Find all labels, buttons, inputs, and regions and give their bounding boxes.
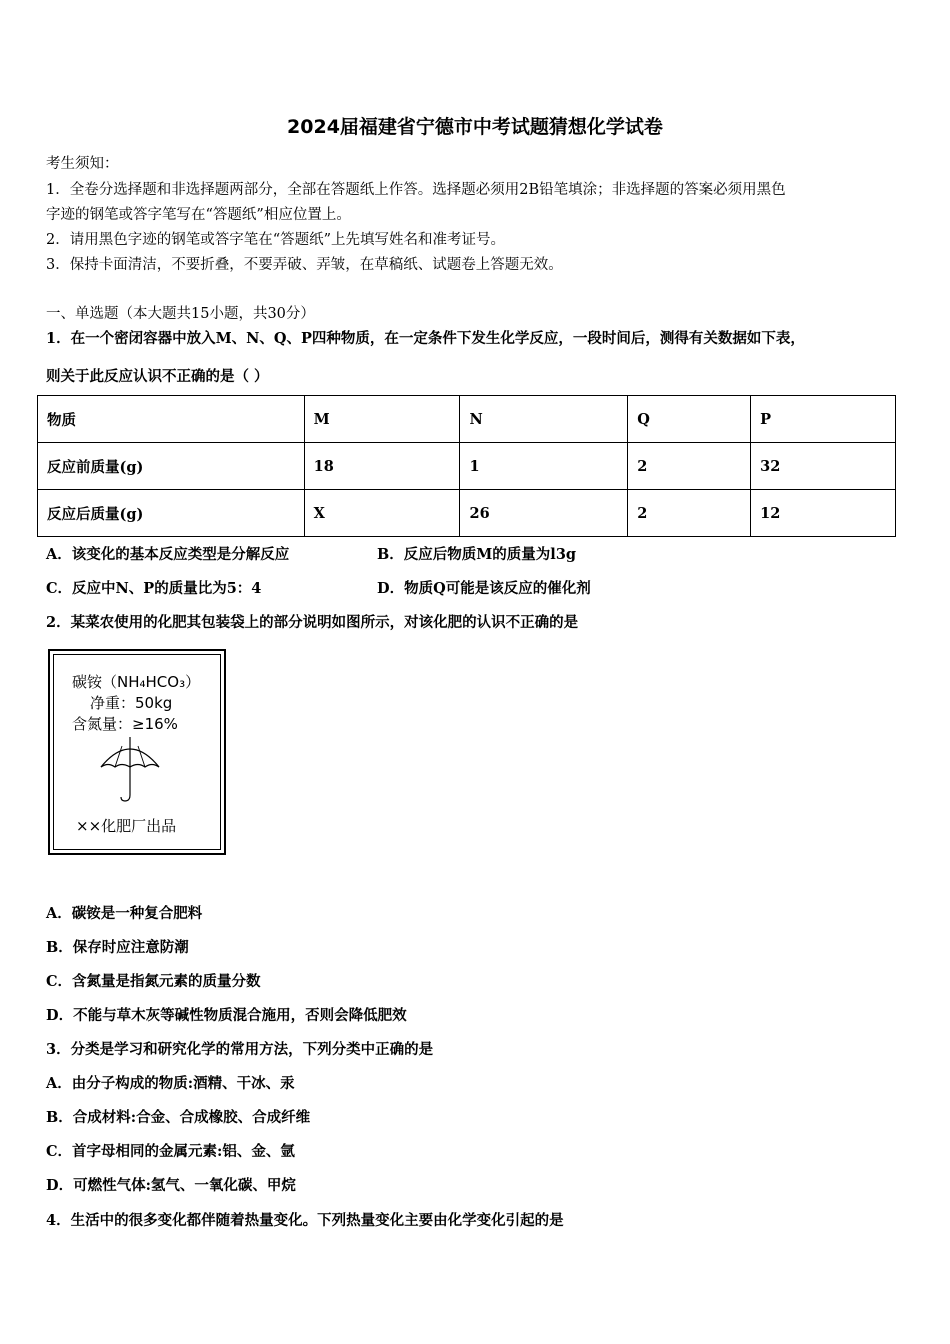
q2-option-d: D．不能与草木灰等碱性物质混合施用，否则会降低肥效 [46,1007,407,1024]
table-header-cell: M [304,396,460,443]
table-row [38,443,896,490]
q1-data-table [37,395,896,537]
q3-option-c: C．首字母相同的金属元素:铝、金、氩 [46,1143,295,1160]
notice-item-2: 2．请用黑色字迹的钢笔或答字笔在“答题纸”上先填写姓名和准考证号。 [46,232,506,248]
q2-option-b: B．保存时应注意防潮 [46,939,189,956]
q1-stem-line2: 则关于此反应认识不正确的是（ ） [46,368,269,385]
table-cell: 32 [751,443,896,490]
table-header-cell: 物质 [38,396,305,443]
table-header-cell: Q [628,396,751,443]
table-header-cell: P [751,396,896,443]
table-cell: 反应后质量(g) [38,490,305,537]
q1-option-d: D．物质Q可能是该反应的催化剂 [377,580,591,597]
q3-stem: 3．分类是学习和研究化学的常用方法，下列分类中正确的是 [46,1041,434,1058]
q3-option-a: A．由分子构成的物质:酒精、干冰、汞 [46,1075,295,1092]
q3-option-d: D．可燃性气体:氢气、一氧化碳、甲烷 [46,1177,296,1194]
q2-stem: 2．某菜农使用的化肥其包装袋上的部分说明如图所示，对该化肥的认识不正确的是 [46,614,579,631]
fertilizer-label [48,649,226,855]
q3-option-b: B．合成材料:合金、合成橡胶、合成纤维 [46,1109,311,1126]
table-cell: 26 [460,490,628,537]
notice-item-3: 3．保持卡面清洁，不要折叠，不要弄破、弄皱，在草稿纸、试题卷上答题无效。 [46,257,563,273]
label-manufacturer: ××化肥厂出品 [76,817,177,835]
notice-heading: 考生须知： [46,156,119,172]
label-product-name: 碳铵（NH₄HCO₃） [72,673,201,691]
table-cell: 1 [460,443,628,490]
label-nitrogen-content: 含氮量：≥16% [72,715,178,733]
table-header-cell: N [460,396,628,443]
table-cell: 2 [628,490,751,537]
q1-option-b: B．反应后物质M的质量为l3g [377,546,577,563]
table-cell: X [304,490,460,537]
q4-stem: 4．生活中的很多变化都伴随着热量变化。下列热量变化主要由化学变化引起的是 [46,1212,564,1229]
table-row [38,490,896,537]
umbrella-icon [98,737,162,803]
notice-item-1: 1．全卷分选择题和非选择题两部分，全部在答题纸上作答。选择题必须用2B铅笔填涂；非选择题的答案必须用黑色 [46,182,786,198]
section-heading: 一、单选题（本大题共15小题，共30分） [46,306,315,322]
q1-stem-line1: 1．在一个密闭容器中放入M、N、Q、P四种物质，在一定条件下发生化学反应，一段时间后，测得有关数据如下表， [46,330,805,347]
page-title: 2024届福建省宁德市中考试题猜想化学试卷 [287,116,663,138]
notice-item-1-cont: 字迹的钢笔或答字笔写在“答题纸”相应位置上。 [46,207,351,223]
q1-option-c: C．反应中N、P的质量比为5：4 [46,580,262,597]
q2-option-c: C．含氮量是指氮元素的质量分数 [46,973,261,990]
table-cell: 12 [751,490,896,537]
table-cell: 反应前质量(g) [38,443,305,490]
table-cell: 18 [304,443,460,490]
table-cell: 2 [628,443,751,490]
label-net-weight: 净重：50kg [90,694,173,712]
q1-option-a: A．该变化的基本反应类型是分解反应 [46,546,290,563]
q2-option-a: A．碳铵是一种复合肥料 [46,905,203,922]
table-header-row [38,396,896,443]
